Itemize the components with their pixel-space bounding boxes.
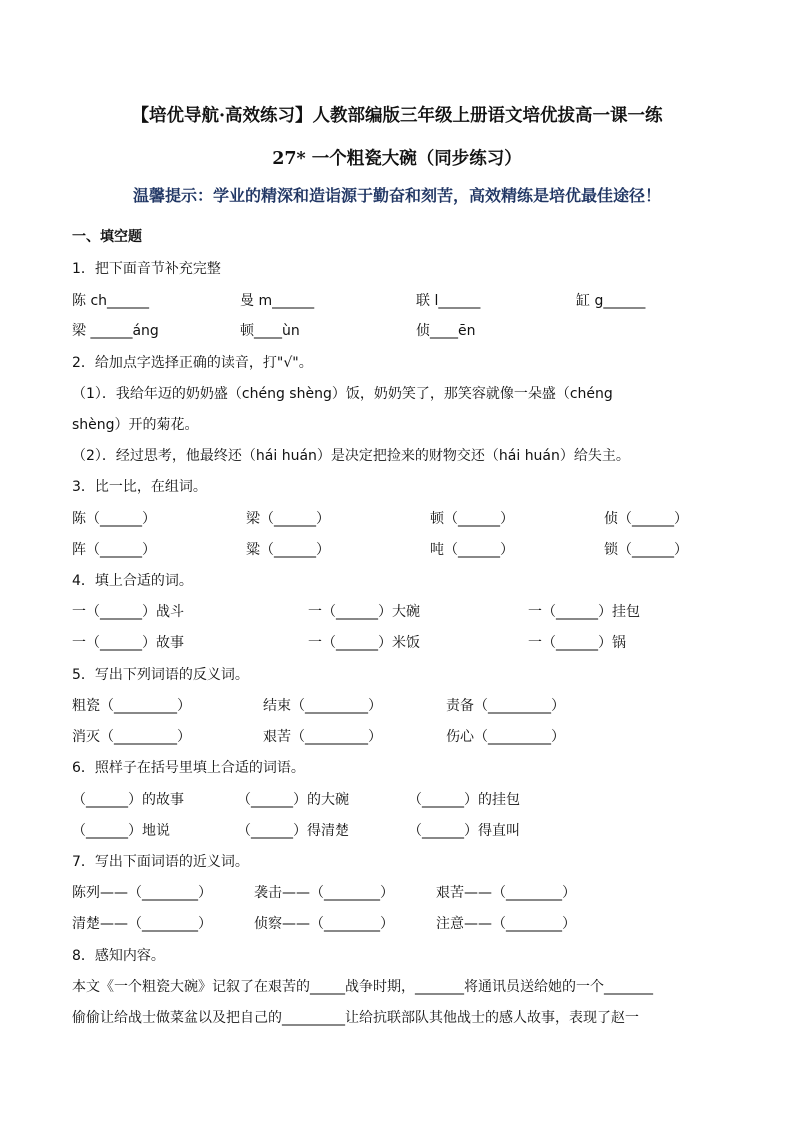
q3-item: 吨（______） xyxy=(430,542,514,558)
q5-item: 伤心（_________） xyxy=(446,729,565,745)
q4-item: 一（______）战斗 xyxy=(72,604,184,620)
q6-item: （______）得直叫 xyxy=(408,823,520,839)
lesson-title: 27* 一个粗瓷大碗（同步练习） xyxy=(272,149,522,169)
q7-item: 侦察——（________） xyxy=(254,916,394,932)
q1-item: 缸 g______ xyxy=(576,293,646,309)
q3-item: 陈（______） xyxy=(72,511,156,527)
worksheet-title: 【培优导航·高效练习】人教部编版三年级上册语文培优拔高一课一练 xyxy=(131,106,663,126)
q7-item: 清楚——（________） xyxy=(72,916,212,932)
q8-paragraph-line2: 偷偷让给战士做菜盆以及把自己的_________让给抗联部队其他战士的感人故事，表现了赵一 xyxy=(72,1010,639,1026)
q5-item: 消灭（_________） xyxy=(72,729,191,745)
q3-item: 阵（______） xyxy=(72,542,156,558)
q1-item: 曼 m______ xyxy=(240,293,315,309)
q6-item: （______）的挂包 xyxy=(408,792,520,808)
q3-item: 顿（______） xyxy=(430,511,514,527)
question-7-prompt: 7．写出下面词语的近义词。 xyxy=(72,854,249,870)
q4-item: 一（______）故事 xyxy=(72,635,184,651)
q4-item: 一（______）米饭 xyxy=(308,635,420,651)
question-4-prompt: 4．填上合适的词。 xyxy=(72,573,193,589)
q2-item-1-line1: （1）．我给年迈的奶奶盛（chéng shèng）饭，奶奶笑了，那笑容就像一朵盛（chéng xyxy=(72,386,613,402)
q7-item: 艰苦——（________） xyxy=(436,885,576,901)
q4-item: 一（______）锅 xyxy=(528,635,626,651)
q1-item: 联 l______ xyxy=(416,293,481,309)
q7-item: 注意——（________） xyxy=(436,916,576,932)
q7-item: 陈列——（________） xyxy=(72,885,212,901)
q5-item: 结束（_________） xyxy=(263,698,382,714)
question-2-prompt: 2．给加点字选择正确的读音，打"√"。 xyxy=(72,355,313,371)
q6-item: （______）地说 xyxy=(72,823,170,839)
q5-item: 责备（_________） xyxy=(446,698,565,714)
q4-item: 一（______）挂包 xyxy=(528,604,640,620)
section-heading: 一、填空题 xyxy=(72,229,142,245)
q7-item: 袭击——（________） xyxy=(254,885,394,901)
q5-item: 艰苦（_________） xyxy=(263,729,382,745)
question-5-prompt: 5．写出下列词语的反义词。 xyxy=(72,667,249,683)
question-3-prompt: 3．比一比，在组词。 xyxy=(72,479,207,495)
q6-item: （______）的大碗 xyxy=(237,792,349,808)
q1-item: 顿____ùn xyxy=(240,323,300,339)
q1-item: 梁 ______áng xyxy=(72,323,159,339)
warm-tip: 温馨提示：学业的精深和造诣源于勤奋和刻苦，高效精练是培优最佳途径！ xyxy=(132,186,661,205)
q6-item: （______）的故事 xyxy=(72,792,184,808)
q3-item: 粱（______） xyxy=(246,542,330,558)
question-8-prompt: 8．感知内容。 xyxy=(72,948,165,964)
q8-paragraph-line1: 本文《一个粗瓷大碗》记叙了在艰苦的_____战争时期，_______将通讯员送给她的一个_______ xyxy=(72,979,653,995)
q2-item-1-line2: shèng）开的菊花。 xyxy=(72,417,199,433)
q3-item: 侦（______） xyxy=(604,511,688,527)
q3-item: 锁（______） xyxy=(604,542,688,558)
question-1-prompt: 1．把下面音节补充完整 xyxy=(72,261,221,277)
q2-item-2: （2）．经过思考，他最终还（hái huán）是决定把捡来的财物交还（hái huán）给失主。 xyxy=(72,448,630,464)
q1-item: 侦____ēn xyxy=(416,323,476,339)
question-6-prompt: 6．照样子在括号里填上合适的词语。 xyxy=(72,760,305,776)
q4-item: 一（______）大碗 xyxy=(308,604,420,620)
q6-item: （______）得清楚 xyxy=(237,823,349,839)
q3-item: 梁（______） xyxy=(246,511,330,527)
q1-item: 陈 ch______ xyxy=(72,293,150,309)
q5-item: 粗瓷（_________） xyxy=(72,698,191,714)
